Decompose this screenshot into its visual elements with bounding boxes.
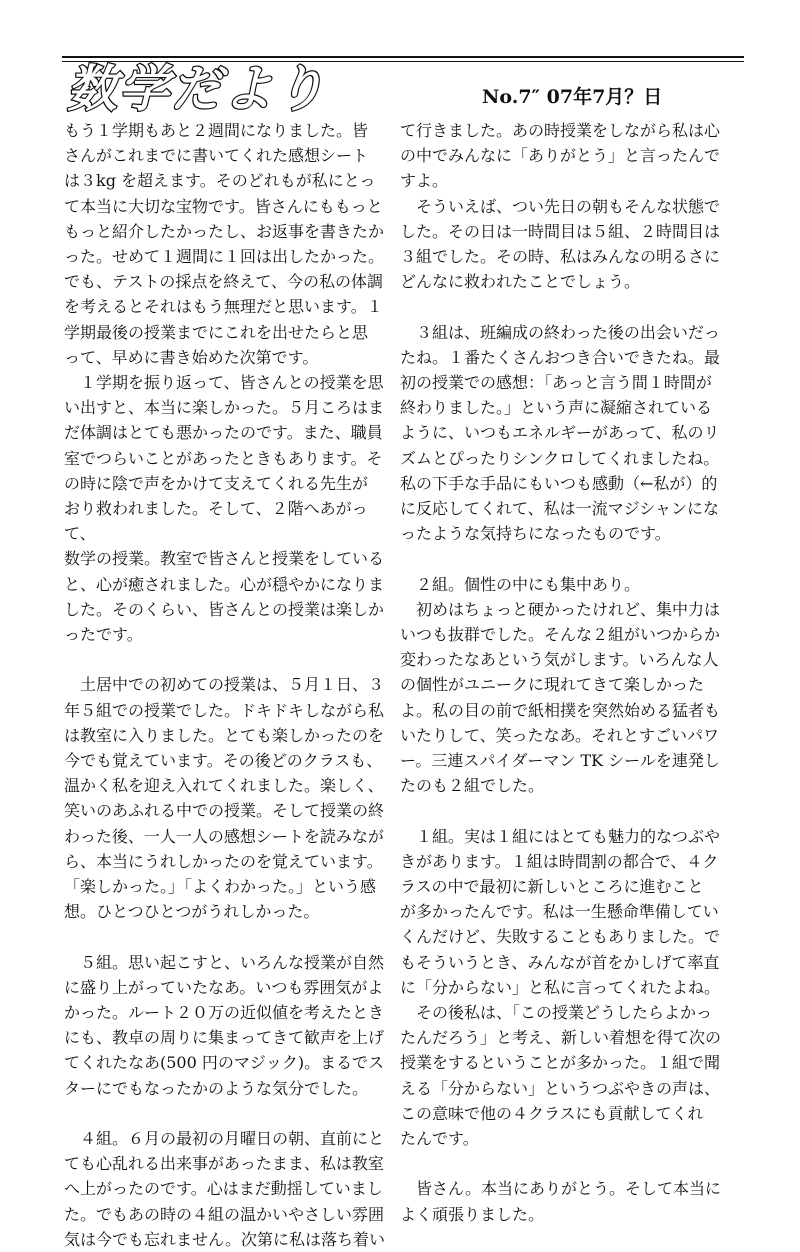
blank-line — [64, 647, 396, 672]
text-line: たんだろう」と考え、新しい着想を得て次の — [400, 1028, 721, 1048]
blank-line — [64, 1101, 396, 1126]
text-line: そういえば、つい先日の朝もそんな状態で — [400, 196, 721, 216]
text-line: ３組でした。その時、私はみんなの明るさに — [400, 247, 721, 267]
text-line: 年５組での授業でした。ドキドキしながら私 — [64, 700, 385, 720]
blank-line — [400, 546, 732, 571]
text-line: の個性がユニークに現れてきて楽しかった — [400, 675, 705, 695]
text-line: その後私は、「この授業どうしたらよかっ — [400, 1003, 713, 1023]
text-line: てくれたなあ(500 円のマジック)。まるでス — [64, 1053, 384, 1073]
text-line: 今でも覚えています。その後どのクラスも、 — [64, 751, 383, 771]
text-line: した。そのくらい、皆さんとの授業は楽しか — [64, 599, 385, 619]
title-text: 数学だより — [64, 59, 339, 118]
text-line: 数学の授業。教室で皆さんと授業をしている — [64, 549, 385, 569]
text-line: 想。ひとつひとつがうれしかった。 — [64, 902, 320, 922]
text-line: おり救われました。そして、２階へあがって、 — [64, 499, 368, 544]
text-line: 気は今でも忘れません。次第に私は落ち着い — [64, 1229, 385, 1249]
text-line: もそういうとき、みんなが首をかしげて率直 — [400, 952, 720, 972]
text-line: 初の授業での感想：「あっと言う間１時間が — [400, 373, 712, 393]
blank-line — [400, 294, 732, 319]
text-line: ても心乱れる出来事があったまま、私は教室 — [64, 1154, 384, 1174]
text-line: かった。ルート２０万の近似値を考えたとき — [64, 1003, 385, 1023]
text-line: 私の下手な手品にもいつも感動（←私が）的 — [400, 473, 718, 493]
text-line: て本当に大切な宝物です。皆さんにももっと — [64, 196, 383, 216]
text-line: 学期最後の授業までにこれを出せたらと思 — [64, 322, 369, 342]
text-line: 室でつらいことがあったときもあります。そ — [64, 448, 383, 468]
text-line: ターにでもなったかのような気分でした。 — [64, 1078, 369, 1098]
issue-info: No.7″ 07年7月？日 — [482, 86, 663, 108]
text-line: この意味で他の４クラスにも貢献してくれ — [400, 1103, 704, 1123]
text-line: て行きました。あの時授業をしながら私は心 — [400, 121, 721, 140]
blank-line — [64, 924, 396, 949]
text-line: 変わったなあという気がします。いろんな人 — [400, 650, 719, 670]
text-line: ったような気持ちになったものです。 — [400, 524, 671, 544]
text-line: にも、教卓の周りに集まってきて歓声を上げ — [64, 1028, 385, 1048]
text-line: １学期を振り返って、皆さんとの授業を思 — [64, 373, 384, 393]
text-line: 温かく私を迎え入れてくれました。楽しく、 — [64, 776, 384, 796]
text-line: 授業をするということが多かった。１組で聞 — [400, 1053, 721, 1073]
text-line: ように、いつもエネルギーがあって、私のリ — [400, 423, 720, 443]
text-line: って、早めに書き始めた次第です。 — [64, 347, 319, 367]
text-line: の中でみんなに「ありがとう」と言ったんで — [400, 146, 721, 166]
text-line: た。でもあの時の４組の温かいやさしい雰囲 — [64, 1204, 385, 1224]
text-line: 土居中での初めての授業は、５月１日、３ — [64, 675, 385, 695]
text-line: ５組。思い起こすと、いろんな授業が自然 — [64, 952, 385, 972]
text-line: もっと紹介したかったし、お返事を書きたか — [64, 221, 385, 241]
newsletter-title — [60, 54, 420, 118]
text-line: たのも２組でした。 — [400, 776, 545, 796]
text-line: だ体調はとても悪かったのです。また、職員 — [64, 423, 383, 443]
left-column — [64, 118, 396, 1252]
text-line: を考えるとそれはもう無理だと思います。１ — [64, 297, 383, 317]
text-line: ー。三連スパイダーマン TK シールを連発し — [400, 751, 720, 771]
text-line: い出すと、本当に楽しかった。５月ころはま — [64, 398, 385, 418]
blank-line — [400, 1151, 732, 1176]
text-line: に「分からない」と私に言ってくれたよね。 — [400, 977, 721, 997]
text-line: よ。私の目の前で紙相撲を突然始める猛者も — [400, 700, 721, 720]
text-line: に反応してくれて、私は一流マジシャンにな — [400, 499, 719, 519]
text-line: 終わりました。」という声に凝縮されている — [400, 398, 713, 418]
title-logo — [60, 54, 420, 118]
text-line: の時に陰で声をかけて支えてくれる先生が — [64, 473, 369, 493]
text-line: いつも抜群でした。そんな２組がいつからか — [400, 625, 721, 645]
text-line: ラスの中で最初に新しいところに進むこと — [400, 877, 704, 897]
text-line: 初めはちょっと硬かったけれど、集中力は — [400, 599, 721, 619]
text-line: でも、テストの採点を終えて、今の私の体調 — [64, 272, 384, 292]
text-line: は３kg を超えます。そのどれもが私にとっ — [64, 171, 376, 191]
text-line: もう１学期もあと２週間になりました。皆 — [64, 121, 369, 140]
text-line: は教室に入りました。とても楽しかったのを — [64, 725, 385, 745]
text-line: １組。実は１組にはとても魅力的なつぶや — [400, 826, 721, 846]
text-line: 笑いのあふれる中での授業。そして授業の終 — [64, 801, 385, 821]
text-line: たね。１番たくさんおつき合いできたね。最 — [400, 347, 720, 367]
text-line: 皆さん。本当にありがとう。そして本当に — [400, 1179, 721, 1199]
blank-line — [400, 798, 732, 823]
text-line: ３組は、班編成の終わった後の出会いだっ — [400, 322, 720, 342]
text-line: 「楽しかった。」「よくわかった。」という感 — [64, 877, 377, 897]
text-line: ったです。 — [64, 625, 143, 645]
text-line: わった後、一人一人の感想シートを読みなが — [64, 826, 384, 846]
text-line: ズムとぴったりシンクロしてくれましたね。 — [400, 448, 720, 468]
text-line: が多かったんです。私は一生懸命準備してい — [400, 902, 719, 922]
text-line: に盛り上がっていたなあ。いつも雰囲気がよ — [64, 977, 384, 997]
text-line: える「分からない」というつぶやきの声は、 — [400, 1078, 721, 1098]
text-line: ら、本当にうれしかったのを覚えています。 — [64, 851, 383, 871]
right-column — [400, 118, 732, 1227]
text-line: くんだけど、失敗することもありました。で — [400, 927, 721, 947]
text-line: へ上がったのです。心はまだ動揺していまし — [64, 1179, 383, 1199]
text-line: した。その日は一時間目は５組、２時間目は — [400, 221, 721, 241]
text-line: すよ。 — [400, 171, 449, 191]
text-line: と、心が癒されました。心が穏やかになりま — [64, 574, 385, 594]
text-line: どんなに救われたことでしょう。 — [400, 272, 641, 292]
text-line: よく頑張りました。 — [400, 1204, 545, 1224]
text-line: った。せめて１週間に１回は出したかった。 — [64, 247, 385, 267]
text-line: ４組。６月の最初の月曜日の朝、直前にと — [64, 1129, 385, 1149]
text-line: さんがこれまでに書いてくれた感想シート — [64, 146, 369, 166]
text-line: たんです。 — [400, 1129, 479, 1149]
text-line: ２組。個性の中にも集中あり。 — [400, 574, 641, 594]
text-line: いたりして、笑ったなあ。それとすごいパワ — [400, 725, 720, 745]
text-line: きがあります。１組は時間割の都合で、４ク — [400, 851, 719, 871]
